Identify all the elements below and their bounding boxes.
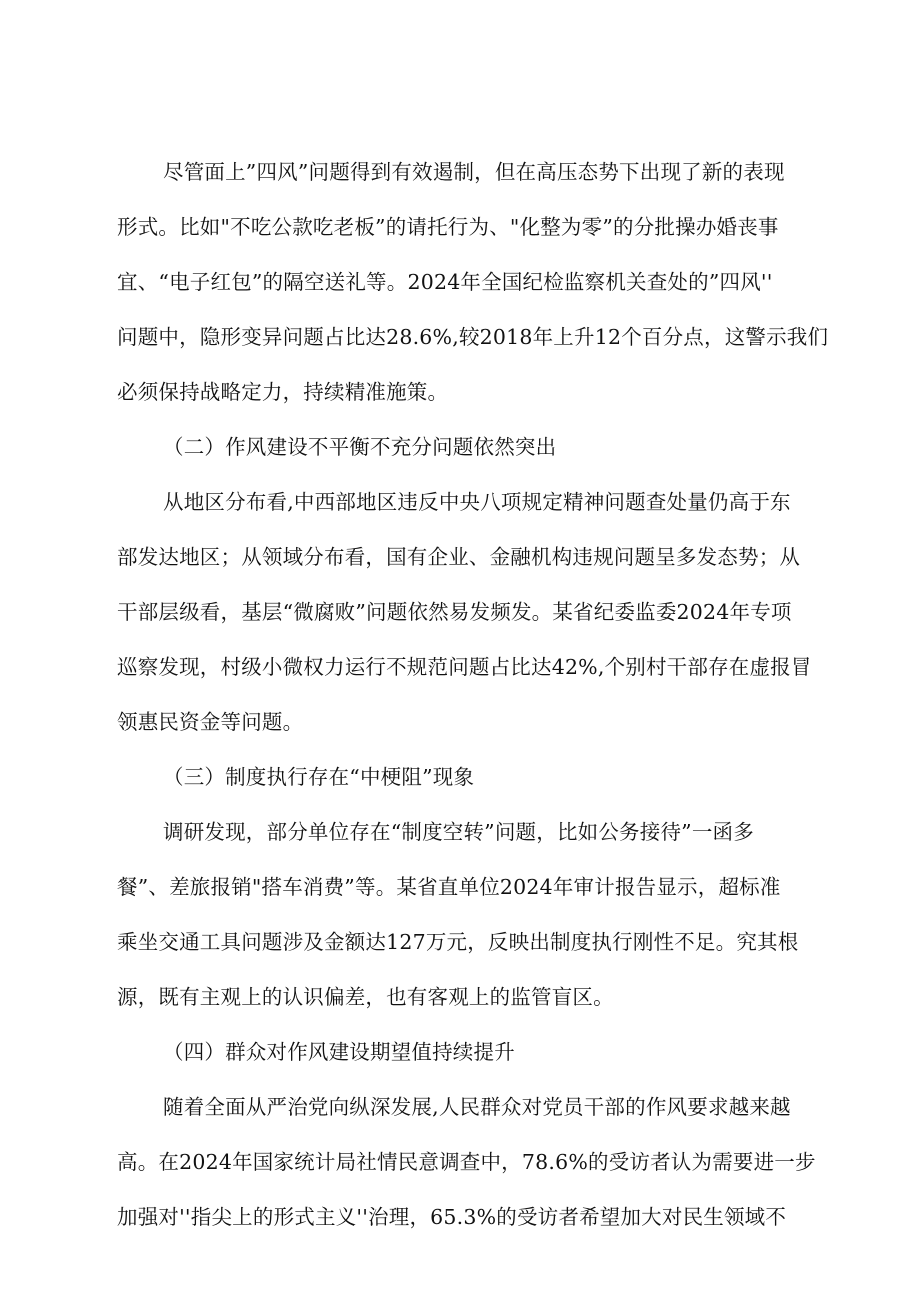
text-line: 形式。比如"不吃公款吃老板”的请托行为、"化整为零”的分批操办婚丧事 [117,215,779,239]
text-line: 宜、“电子红包”的隔空送礼等。2024年全国纪检监察机关查处的”四风'' [117,270,773,294]
text-line: 餐”、差旅报销"搭车消费”等。某省直单位2024年审计报告显示，超标准 [117,875,781,899]
text-line: 部发达地区；从领域分布看，国有企业、金融机构违规问题呈多发态势；从 [117,545,801,569]
text-line: 源，既有主观上的认识偏差，也有客观上的监管盲区。 [117,985,614,1009]
text-line: 问题中，隐形变异问题占比达28.6%,较2018年上升12个百分点，这警示我们 [117,325,829,349]
text-line: 随着全面从严治党向纵深发展,人民群众对党员干部的作风要求越来越 [163,1095,791,1119]
text-line: 巡察发现，村级小微权力运行不规范问题占比达42%,个别村干部存在虚报冒 [117,655,812,679]
text-line: 干部层级看，基层“微腐败”问题依然易发频发。某省纪委监委2024年专项 [117,600,792,624]
section-heading: （四）群众对作风建设期望值持续提升 [163,1040,515,1064]
text-line: 从地区分布看,中西部地区违反中央八项规定精神问题查处量仍高于东 [163,490,791,514]
text-line: 必须保持战略定力，持续精准施策。 [117,380,449,404]
text-line: 加强对''指尖上的形式主义''治理，65.3%的受访者希望加大对民生领域不 [117,1205,787,1229]
text-line: 高。在2024年国家统计局社情民意调查中，78.6%的受访者认为需要进一步 [117,1150,816,1174]
text-line: 调研发现，部分单位存在“制度空转”问题，比如公务接待”一函多 [163,820,754,844]
section-heading: （三）制度执行存在“中梗阻”现象 [163,765,475,789]
section-heading: （二）作风建设不平衡不充分问题依然突出 [163,435,557,459]
text-line: 乘坐交通工具问题涉及金额达127万元，反映出制度执行刚性不足。究其根 [117,930,799,954]
text-line: 尽管面上”四风”问题得到有效遏制，但在高压态势下出现了新的表现 [163,160,785,184]
text-line: 领惠民资金等问题。 [117,710,304,734]
